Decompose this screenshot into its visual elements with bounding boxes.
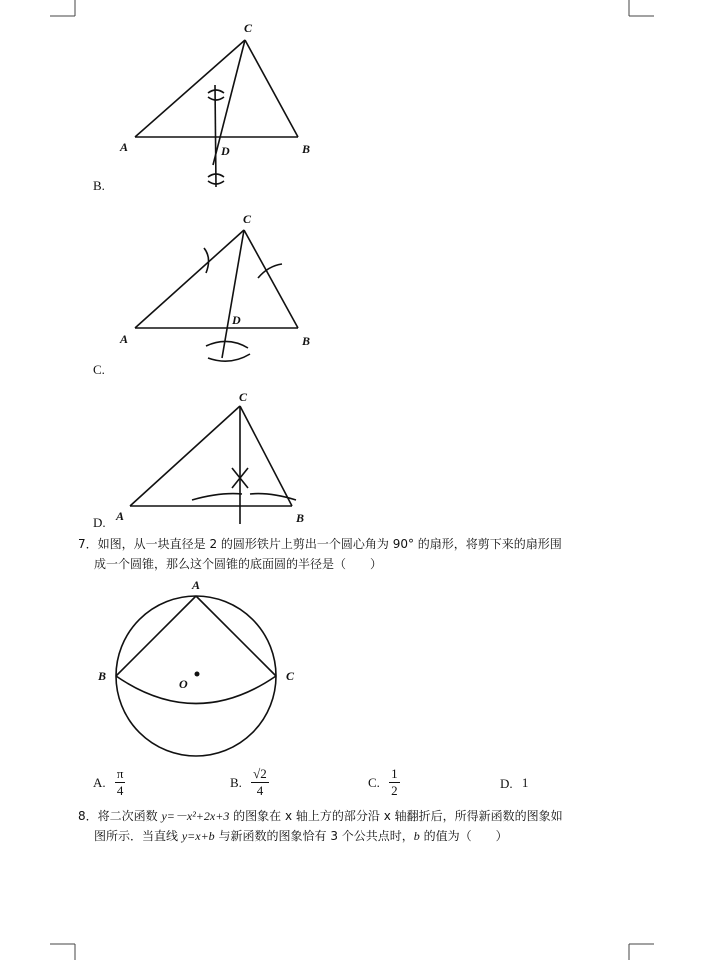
label-b: B (302, 142, 311, 156)
answer-c[interactable] (368, 766, 400, 799)
label-o: O (179, 677, 188, 691)
answer-c-numerator: 1 (391, 766, 398, 781)
question-8-line-expression: y=x+b (181, 829, 215, 843)
answer-a-letter: A. (93, 774, 106, 790)
label-a: A (120, 332, 129, 346)
answer-a-numerator: π (116, 766, 124, 781)
answer-a-denominator: 4 (116, 783, 124, 798)
option-b-label: B. (93, 178, 105, 193)
label-c: C (244, 21, 253, 35)
question-8-line-2 (94, 826, 508, 846)
answer-b-denominator: 4 (256, 783, 264, 798)
label-c: C (286, 669, 295, 683)
answer-b[interactable] (230, 766, 269, 799)
answer-b-fraction (251, 766, 269, 799)
option-d-label: D. (93, 515, 106, 530)
label-a: A (192, 578, 201, 592)
question-7-line-2: 成一个圆锥，那么这个圆锥的底面圆的半径是（ ） (94, 557, 383, 571)
label-a: A (120, 140, 129, 154)
answer-b-letter: B. (230, 774, 242, 790)
answer-a-fraction (115, 766, 126, 799)
figure-option-b (110, 15, 330, 190)
corner-mark-bottom-right (628, 940, 658, 960)
label-b: B (98, 669, 107, 683)
question-8-line-2-start: 图所示．当直线 (94, 829, 182, 843)
question-7-line-1: 7．如图，从一块直径是 2 的圆形铁片上剪出一个圆心角为 90° 的扇形，将剪下来的扇形围 (78, 537, 562, 551)
corner-mark-bottom-left (50, 940, 80, 960)
answer-d[interactable] (500, 775, 528, 792)
answer-c-fraction (389, 766, 400, 799)
corner-mark-top-right (628, 0, 658, 20)
answer-a[interactable] (93, 766, 125, 799)
answer-c-letter: C. (368, 774, 380, 790)
corner-mark-top-left (50, 0, 80, 20)
figure-question-7 (90, 576, 310, 761)
label-c: C (243, 212, 252, 226)
question-8-line-1-end: 的图象在 x 轴上方的部分沿 x 轴翻折后，所得新函数的图象如 (229, 809, 563, 823)
label-b: B (296, 511, 305, 525)
label-d: D (232, 313, 241, 327)
question-8-line-1-start: 8．将二次函数 (78, 809, 162, 823)
answer-d-value: 1 (521, 775, 529, 790)
option-c-label: C. (93, 362, 105, 377)
label-c: C (239, 390, 248, 404)
question-8-function-expression: y=－x²+2x+3 (161, 809, 230, 823)
answer-c-denominator: 2 (391, 783, 398, 798)
question-8-line-2-middle: 与新函数的图象恰有 3 个公共点时， (214, 829, 414, 843)
figure-option-c (110, 208, 330, 378)
label-d: D (221, 144, 230, 158)
answer-b-numerator: √2 (253, 766, 267, 781)
figure-option-d (110, 388, 330, 528)
label-b: B (302, 334, 311, 348)
label-a: A (116, 509, 125, 523)
question-8-variable-b: b (413, 829, 420, 843)
question-8-line-2-end: 的值为（ ） (419, 829, 508, 843)
question-8-line-1 (78, 806, 563, 826)
answer-d-letter: D. (500, 776, 513, 792)
